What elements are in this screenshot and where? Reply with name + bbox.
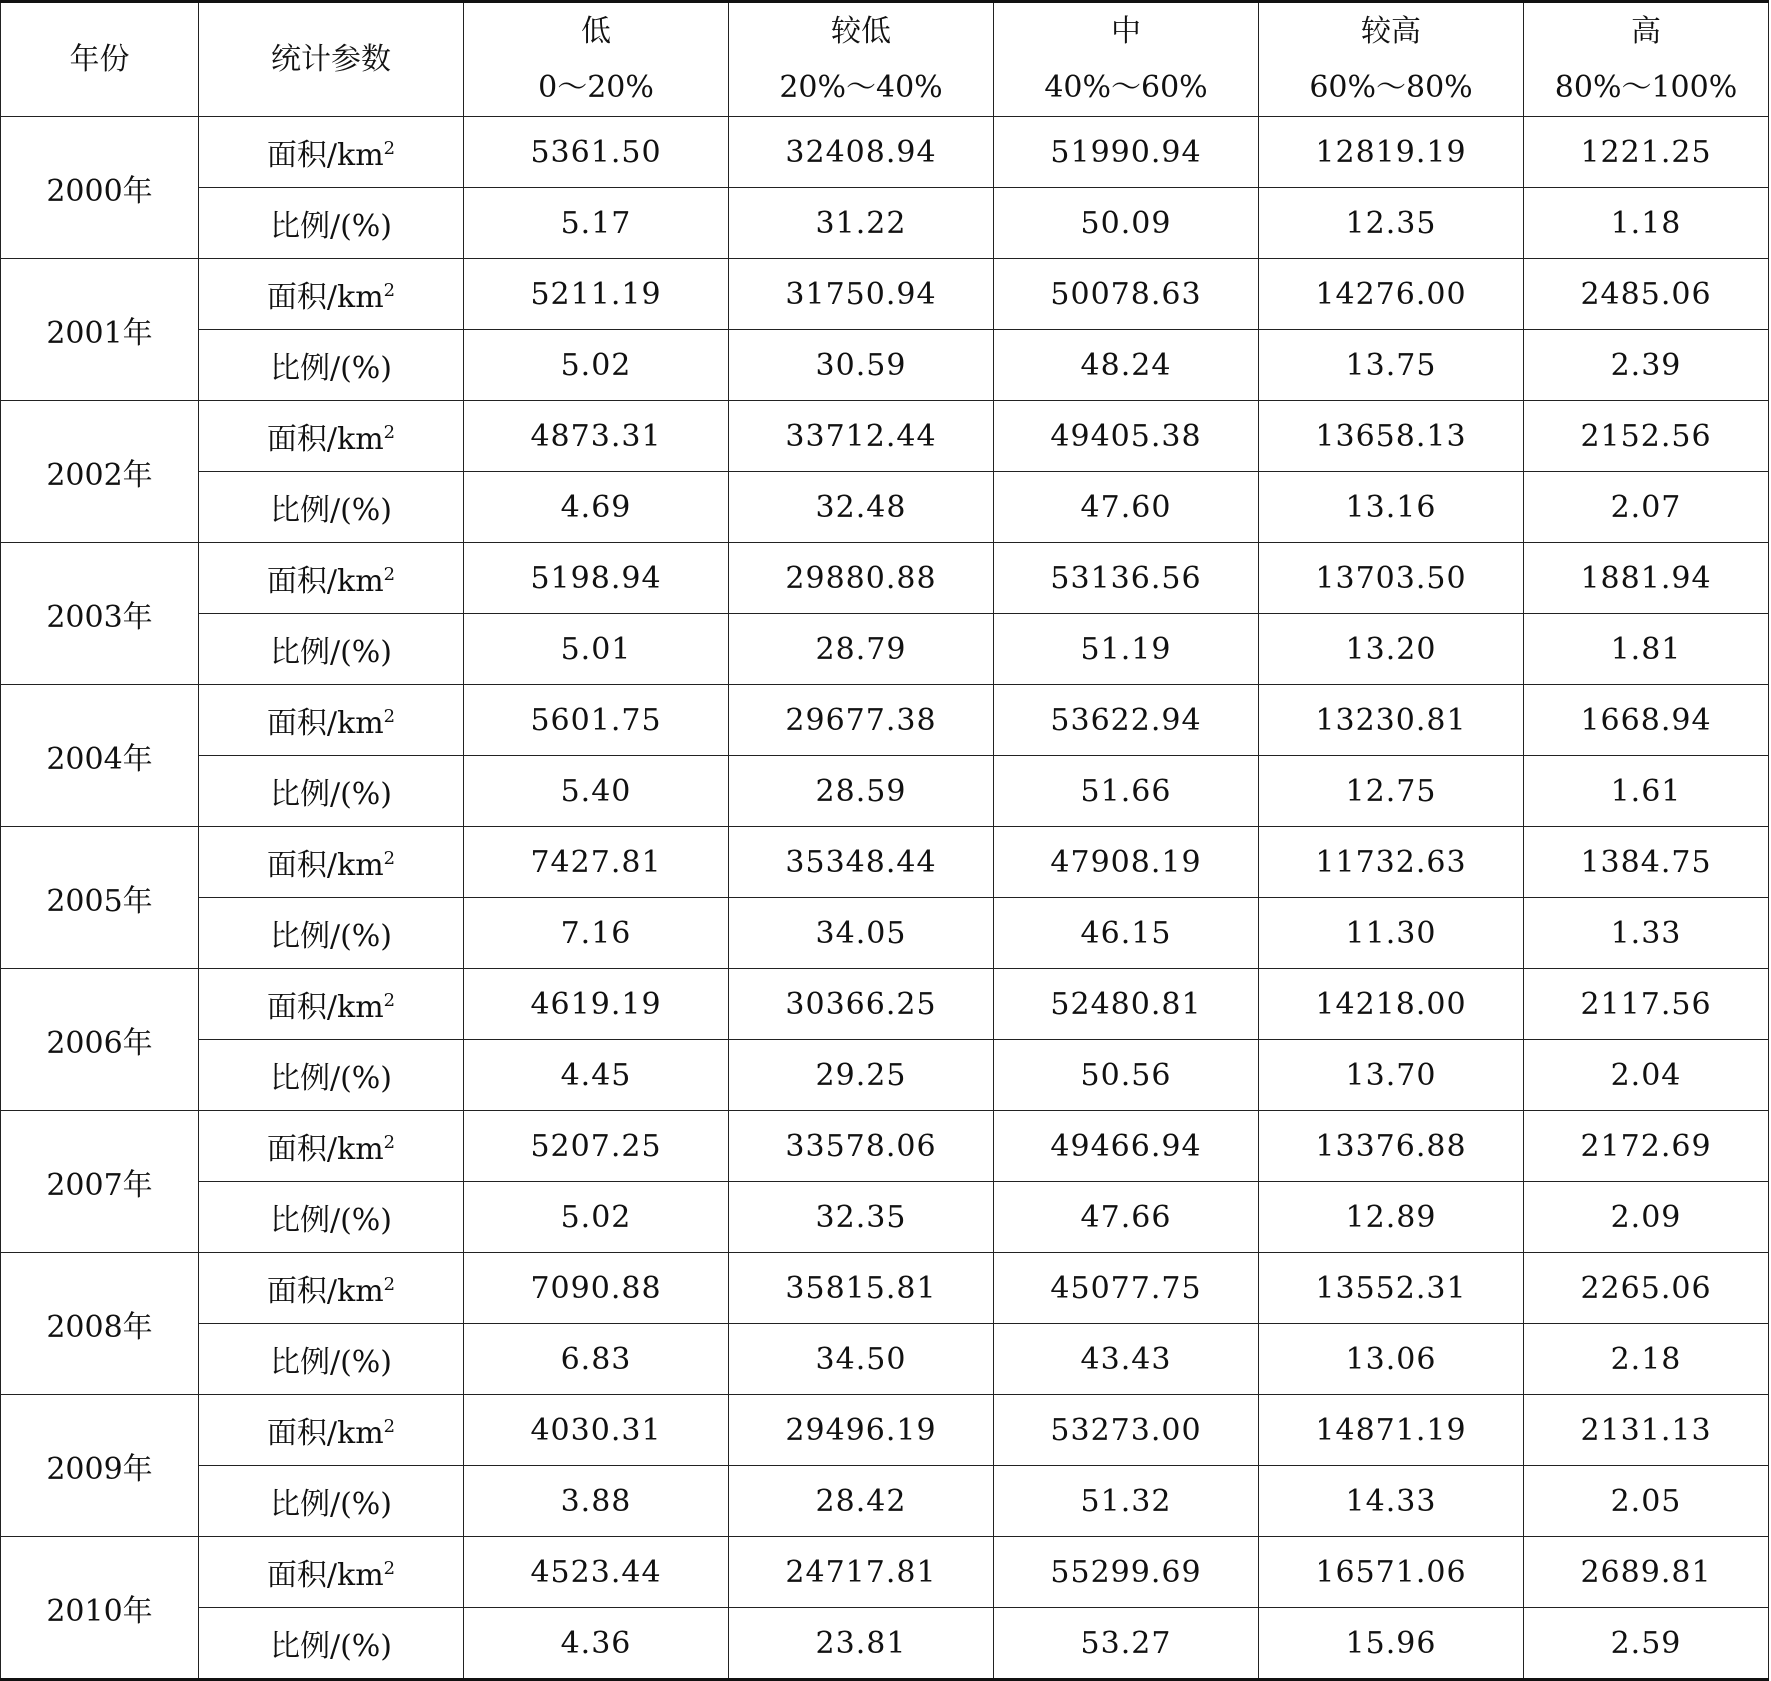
ratio-value-cell: 12.35 <box>1259 188 1524 259</box>
ratio-value-cell: 32.35 <box>729 1182 994 1253</box>
ratio-value-cell: 29.25 <box>729 1040 994 1111</box>
table-row <box>1 1395 1769 1466</box>
table-row <box>1 1324 1769 1395</box>
area-unit-superscript: 2 <box>383 564 396 585</box>
ratio-label: 比例/(%) <box>199 1324 464 1395</box>
area-unit-superscript: 2 <box>383 1558 396 1579</box>
area-value-cell: 2172.69 <box>1524 1111 1769 1182</box>
table-row <box>1 472 1769 543</box>
area-value-cell: 29880.88 <box>729 543 994 614</box>
table-row <box>1 117 1769 188</box>
ratio-label: 比例/(%) <box>199 898 464 969</box>
ratio-value-cell: 51.32 <box>994 1466 1259 1537</box>
area-value-cell: 53136.56 <box>994 543 1259 614</box>
ratio-value-cell: 2.59 <box>1524 1608 1769 1680</box>
area-value-cell: 52480.81 <box>994 969 1259 1040</box>
table-row <box>1 1608 1769 1680</box>
ratio-value-cell: 1.61 <box>1524 756 1769 827</box>
area-value-cell: 4873.31 <box>464 401 729 472</box>
ratio-value-cell: 1.18 <box>1524 188 1769 259</box>
ratio-value-cell: 48.24 <box>994 330 1259 401</box>
table-row <box>1 1040 1769 1111</box>
ratio-value-cell: 15.96 <box>1259 1608 1524 1680</box>
level-name: 高 <box>1631 13 1661 49</box>
area-value-cell: 35348.44 <box>729 827 994 898</box>
ratio-value-cell: 4.36 <box>464 1608 729 1680</box>
ratio-value-cell: 5.02 <box>464 330 729 401</box>
area-value-cell: 2265.06 <box>1524 1253 1769 1324</box>
area-label: 面积/km <box>266 1416 384 1451</box>
ratio-value-cell: 2.04 <box>1524 1040 1769 1111</box>
area-unit-superscript: 2 <box>383 706 396 727</box>
table-row <box>1 1253 1769 1324</box>
area-label-cell <box>199 259 464 330</box>
level-range: 0～20% <box>538 69 654 105</box>
ratio-value-cell: 50.56 <box>994 1040 1259 1111</box>
area-label-cell <box>199 1111 464 1182</box>
area-unit-superscript: 2 <box>383 1132 396 1153</box>
area-label: 面积/km <box>266 422 384 457</box>
area-label-cell <box>199 1537 464 1608</box>
area-value-cell: 45077.75 <box>994 1253 1259 1324</box>
table-row <box>1 1466 1769 1537</box>
year-cell: 2010年 <box>1 1537 199 1680</box>
area-label-cell <box>199 685 464 756</box>
area-label-cell <box>199 969 464 1040</box>
ratio-value-cell: 32.48 <box>729 472 994 543</box>
level-range: 60%～80% <box>1309 69 1473 105</box>
year-cell: 2000年 <box>1 117 199 259</box>
area-value-cell: 13703.50 <box>1259 543 1524 614</box>
area-value-cell: 29677.38 <box>729 685 994 756</box>
area-unit-superscript: 2 <box>383 848 396 869</box>
table-row <box>1 1111 1769 1182</box>
ratio-value-cell: 47.60 <box>994 472 1259 543</box>
ratio-value-cell: 13.20 <box>1259 614 1524 685</box>
ratio-value-cell: 23.81 <box>729 1608 994 1680</box>
ratio-value-cell: 3.88 <box>464 1466 729 1537</box>
area-value-cell: 4523.44 <box>464 1537 729 1608</box>
header-level-high <box>1524 2 1769 117</box>
area-value-cell: 53622.94 <box>994 685 1259 756</box>
area-label-cell <box>199 827 464 898</box>
ratio-value-cell: 28.79 <box>729 614 994 685</box>
ratio-value-cell: 13.06 <box>1259 1324 1524 1395</box>
area-value-cell: 2689.81 <box>1524 1537 1769 1608</box>
area-value-cell: 5211.19 <box>464 259 729 330</box>
table-row <box>1 827 1769 898</box>
ratio-value-cell: 5.02 <box>464 1182 729 1253</box>
level-range: 80%～100% <box>1554 69 1738 105</box>
area-label: 面积/km <box>266 706 384 741</box>
ratio-value-cell: 50.09 <box>994 188 1259 259</box>
area-label: 面积/km <box>266 280 384 315</box>
area-label-cell <box>199 401 464 472</box>
level-name: 中 <box>1111 13 1141 49</box>
area-value-cell: 49466.94 <box>994 1111 1259 1182</box>
area-label-cell <box>199 117 464 188</box>
table-row <box>1 756 1769 827</box>
area-value-cell: 12819.19 <box>1259 117 1524 188</box>
area-value-cell: 33578.06 <box>729 1111 994 1182</box>
area-label: 面积/km <box>266 564 384 599</box>
ratio-value-cell: 28.59 <box>729 756 994 827</box>
ratio-value-cell: 1.81 <box>1524 614 1769 685</box>
area-unit-superscript: 2 <box>383 1416 396 1437</box>
ratio-value-cell: 51.19 <box>994 614 1259 685</box>
ratio-label: 比例/(%) <box>199 756 464 827</box>
level-name: 较低 <box>831 13 891 49</box>
ratio-value-cell: 2.39 <box>1524 330 1769 401</box>
area-value-cell: 7427.81 <box>464 827 729 898</box>
ratio-value-cell: 6.83 <box>464 1324 729 1395</box>
level-range: 20%～40% <box>779 69 943 105</box>
ratio-value-cell: 5.01 <box>464 614 729 685</box>
area-value-cell: 2117.56 <box>1524 969 1769 1040</box>
ratio-value-cell: 2.18 <box>1524 1324 1769 1395</box>
ratio-value-cell: 30.59 <box>729 330 994 401</box>
area-unit-superscript: 2 <box>383 990 396 1011</box>
table-row <box>1 685 1769 756</box>
area-unit-superscript: 2 <box>383 422 396 443</box>
ratio-label: 比例/(%) <box>199 1608 464 1680</box>
year-cell: 2003年 <box>1 543 199 685</box>
area-value-cell: 33712.44 <box>729 401 994 472</box>
level-range: 40%～60% <box>1044 69 1208 105</box>
ratio-value-cell: 43.43 <box>994 1324 1259 1395</box>
area-label: 面积/km <box>266 1274 384 1309</box>
ratio-value-cell: 5.17 <box>464 188 729 259</box>
table-row <box>1 543 1769 614</box>
area-value-cell: 47908.19 <box>994 827 1259 898</box>
year-cell: 2008年 <box>1 1253 199 1395</box>
area-value-cell: 53273.00 <box>994 1395 1259 1466</box>
table-row <box>1 1182 1769 1253</box>
ratio-label: 比例/(%) <box>199 188 464 259</box>
area-value-cell: 51990.94 <box>994 117 1259 188</box>
area-unit-superscript: 2 <box>383 138 396 159</box>
year-cell: 2001年 <box>1 259 199 401</box>
area-value-cell: 32408.94 <box>729 117 994 188</box>
ratio-value-cell: 12.75 <box>1259 756 1524 827</box>
area-label-cell <box>199 543 464 614</box>
year-cell: 2009年 <box>1 1395 199 1537</box>
year-cell: 2007年 <box>1 1111 199 1253</box>
ratio-value-cell: 46.15 <box>994 898 1259 969</box>
ratio-value-cell: 4.69 <box>464 472 729 543</box>
level-name: 较高 <box>1361 13 1421 49</box>
area-value-cell: 7090.88 <box>464 1253 729 1324</box>
area-label: 面积/km <box>266 138 384 173</box>
area-value-cell: 13658.13 <box>1259 401 1524 472</box>
ratio-value-cell: 2.07 <box>1524 472 1769 543</box>
table-row <box>1 969 1769 1040</box>
area-unit-superscript: 2 <box>383 280 396 301</box>
table-row <box>1 259 1769 330</box>
ratio-value-cell: 31.22 <box>729 188 994 259</box>
ratio-value-cell: 51.66 <box>994 756 1259 827</box>
area-label: 面积/km <box>266 1558 384 1593</box>
header-param: 统计参数 <box>199 2 464 117</box>
header-level-higher <box>1259 2 1524 117</box>
year-cell: 2002年 <box>1 401 199 543</box>
area-value-cell: 13552.31 <box>1259 1253 1524 1324</box>
level-name: 低 <box>581 13 611 49</box>
ratio-value-cell: 13.16 <box>1259 472 1524 543</box>
area-value-cell: 2152.56 <box>1524 401 1769 472</box>
table-row <box>1 401 1769 472</box>
ratio-label: 比例/(%) <box>199 1182 464 1253</box>
header-level-low <box>464 2 729 117</box>
table-row <box>1 614 1769 685</box>
table-row <box>1 898 1769 969</box>
area-value-cell: 14276.00 <box>1259 259 1524 330</box>
area-unit-superscript: 2 <box>383 1274 396 1295</box>
area-value-cell: 4619.19 <box>464 969 729 1040</box>
area-value-cell: 4030.31 <box>464 1395 729 1466</box>
year-cell: 2006年 <box>1 969 199 1111</box>
area-value-cell: 14218.00 <box>1259 969 1524 1040</box>
ratio-value-cell: 2.05 <box>1524 1466 1769 1537</box>
table-row <box>1 330 1769 401</box>
area-value-cell: 1668.94 <box>1524 685 1769 756</box>
area-value-cell: 1881.94 <box>1524 543 1769 614</box>
area-value-cell: 16571.06 <box>1259 1537 1524 1608</box>
ratio-value-cell: 47.66 <box>994 1182 1259 1253</box>
area-value-cell: 35815.81 <box>729 1253 994 1324</box>
area-value-cell: 14871.19 <box>1259 1395 1524 1466</box>
area-label: 面积/km <box>266 990 384 1025</box>
header-level-lower <box>729 2 994 117</box>
header-row <box>1 2 1769 117</box>
area-value-cell: 49405.38 <box>994 401 1259 472</box>
ratio-value-cell: 28.42 <box>729 1466 994 1537</box>
table-row <box>1 1537 1769 1608</box>
ratio-label: 比例/(%) <box>199 1040 464 1111</box>
area-label: 面积/km <box>266 1132 384 1167</box>
area-value-cell: 55299.69 <box>994 1537 1259 1608</box>
area-label: 面积/km <box>266 848 384 883</box>
year-cell: 2004年 <box>1 685 199 827</box>
ratio-value-cell: 53.27 <box>994 1608 1259 1680</box>
area-value-cell: 29496.19 <box>729 1395 994 1466</box>
area-value-cell: 2131.13 <box>1524 1395 1769 1466</box>
year-cell: 2005年 <box>1 827 199 969</box>
ratio-value-cell: 34.50 <box>729 1324 994 1395</box>
area-value-cell: 5207.25 <box>464 1111 729 1182</box>
table-row <box>1 188 1769 259</box>
area-value-cell: 11732.63 <box>1259 827 1524 898</box>
area-value-cell: 5361.50 <box>464 117 729 188</box>
ratio-value-cell: 5.40 <box>464 756 729 827</box>
ratio-label: 比例/(%) <box>199 614 464 685</box>
area-value-cell: 31750.94 <box>729 259 994 330</box>
ratio-value-cell: 2.09 <box>1524 1182 1769 1253</box>
ratio-value-cell: 4.45 <box>464 1040 729 1111</box>
area-label-cell <box>199 1395 464 1466</box>
area-value-cell: 5198.94 <box>464 543 729 614</box>
area-value-cell: 30366.25 <box>729 969 994 1040</box>
ratio-value-cell: 7.16 <box>464 898 729 969</box>
ratio-label: 比例/(%) <box>199 330 464 401</box>
ratio-value-cell: 12.89 <box>1259 1182 1524 1253</box>
header-level-mid <box>994 2 1259 117</box>
area-label-cell <box>199 1253 464 1324</box>
area-value-cell: 24717.81 <box>729 1537 994 1608</box>
ratio-value-cell: 13.70 <box>1259 1040 1524 1111</box>
ratio-value-cell: 1.33 <box>1524 898 1769 969</box>
table-body <box>1 117 1769 1680</box>
ratio-value-cell: 14.33 <box>1259 1466 1524 1537</box>
area-value-cell: 1221.25 <box>1524 117 1769 188</box>
area-value-cell: 1384.75 <box>1524 827 1769 898</box>
area-value-cell: 50078.63 <box>994 259 1259 330</box>
ratio-value-cell: 34.05 <box>729 898 994 969</box>
ratio-value-cell: 11.30 <box>1259 898 1524 969</box>
header-year: 年份 <box>1 2 199 117</box>
ratio-value-cell: 13.75 <box>1259 330 1524 401</box>
area-value-cell: 13376.88 <box>1259 1111 1524 1182</box>
ratio-label: 比例/(%) <box>199 1466 464 1537</box>
ratio-label: 比例/(%) <box>199 472 464 543</box>
area-value-cell: 2485.06 <box>1524 259 1769 330</box>
area-value-cell: 5601.75 <box>464 685 729 756</box>
area-value-cell: 13230.81 <box>1259 685 1524 756</box>
